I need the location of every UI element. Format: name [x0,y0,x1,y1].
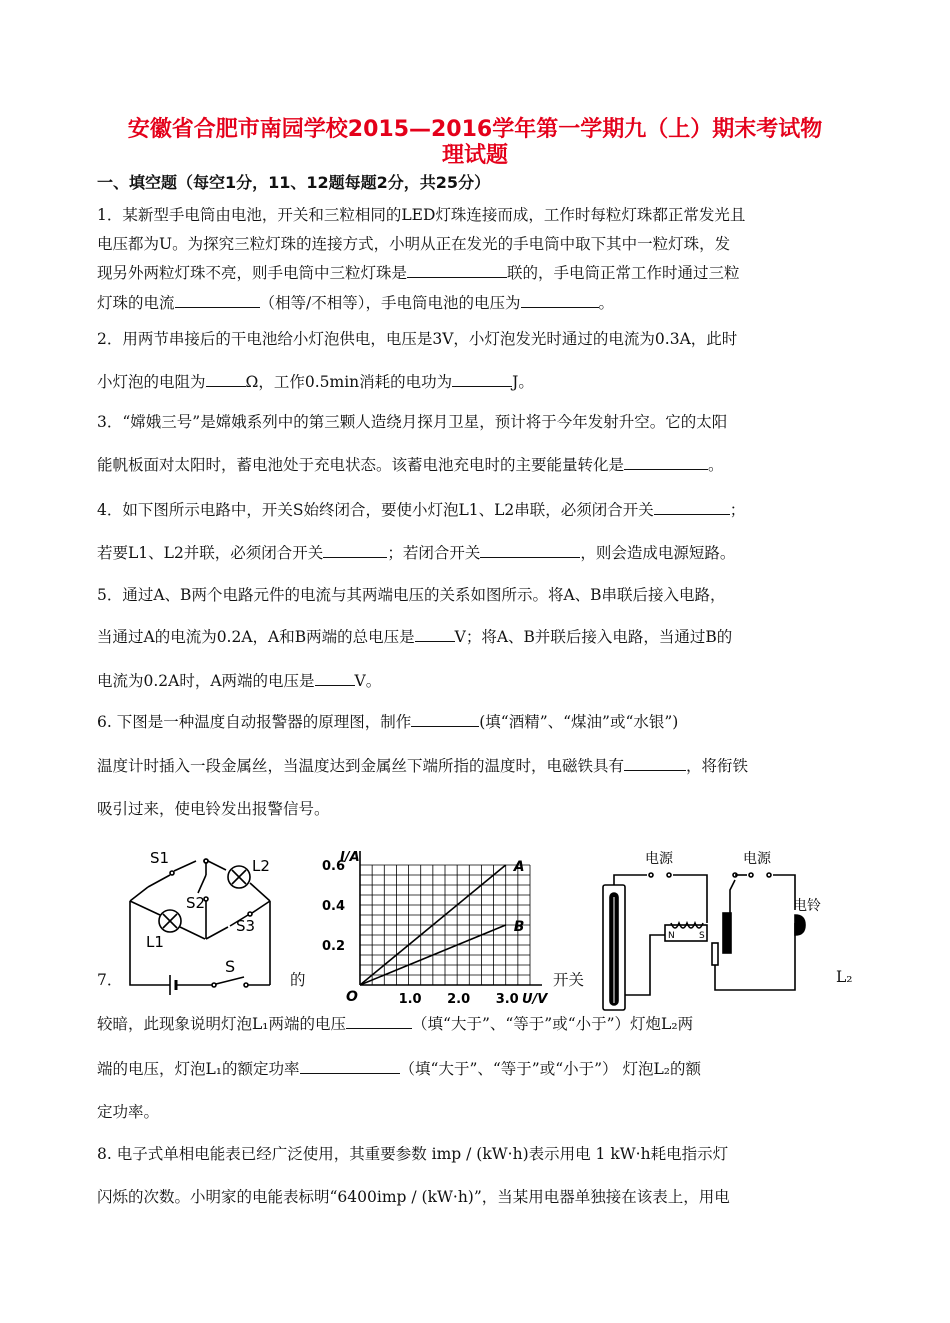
section-heading: 一、填空题（每空1分，11、12题每题2分，共25分） [97,173,491,192]
q2-text: J。 [512,373,534,391]
label-s2: S2 [186,894,206,912]
label-s: S [225,957,236,976]
q3-line2 [97,453,857,475]
answer-blank[interactable] [452,372,512,387]
q7-fragment: 开关 [553,971,585,989]
answer-blank[interactable] [624,756,686,771]
series-label-a: A [513,859,525,875]
q5-line1: 5．通过A、B两个电路元件的电流与其两端电压的关系如图所示。将A、B串联后接入电路， [97,586,726,604]
q3-text: 能帆板面对太阳时，蓄电池处于充电状态。该蓄电池充电时的主要能量转化是 [97,456,625,474]
q6-line1 [97,710,857,732]
answer-blank[interactable] [411,712,479,727]
q7-fragment: L₂ [836,968,853,986]
answer-blank[interactable] [521,293,599,308]
q6-line3: 吸引过来，使电铃发出报警信号。 [97,800,330,818]
q6-text: 温度计时插入一段金属丝，当温度达到金属丝下端所指的温度时，电磁铁具有 [97,757,625,775]
label-n-pole: N [668,931,675,941]
y-tick-label: 0.2 [322,939,346,954]
q4-text: 4．如下图所示电路中，开关S始终闭合，要使小灯泡L1、L2串联，必须闭合开关 [97,501,654,519]
q7-text: （填“大于”、“等于”或“小于”）灯炮L₂两 [412,1015,694,1033]
answer-blank[interactable] [323,543,387,558]
q6-text: (填“酒精”、“煤油”或“水银”) [479,713,679,731]
q5-text: V；将A、B并联后接入电路，当通过B的 [454,628,733,646]
answer-blank[interactable] [206,372,246,387]
answer-blank[interactable] [624,455,708,470]
q5-line2 [97,625,857,647]
q1-line4 [97,291,857,313]
x-tick-label: 1.0 [398,992,422,1007]
title-line-1: 安徽省合肥市南园学校2015—2016学年第一学期九（上）期末考试物 [127,117,823,142]
answer-blank[interactable] [480,543,580,558]
label-power-1: 电源 [645,851,673,867]
q7-text: （填“大于”、“等于”或“小于”） 灯泡L₂的额 [399,1060,701,1078]
q2-text: Ω，工作0.5min消耗的电功为 [245,373,453,391]
y-tick-label: 0.4 [322,899,346,914]
y-axis-label: I/A [340,850,360,865]
q7-line2 [97,1012,857,1034]
q7-fragment: 的 [290,971,306,989]
q8-line1: 8. 电子式单相电能表已经广泛使用，其重要参数 imp / (kW·h)表示用电 1 kW·h耗电指示灯 [97,1145,729,1163]
label-l1: L1 [146,933,164,951]
q4-text: ； [729,501,746,519]
q5-text: 当通过A的电流为0.2A，A和B两端的总电压是 [97,628,415,646]
q1-text: 联的，手电筒正常工作时通过三粒 [507,264,740,282]
q1-line3 [97,261,857,283]
label-power-2: 电源 [743,851,771,867]
label-l2: L2 [252,857,270,875]
x-tick-label: 2.0 [447,992,471,1007]
q4-line2 [97,541,857,563]
x-axis-label: U/V [522,992,548,1007]
q1-text: 灯珠的电流 [97,294,175,312]
answer-blank[interactable] [175,293,260,308]
title-line-2: 理试题 [441,143,508,168]
q4-text: ；若闭合开关 [387,544,481,562]
label-bell: 电铃 [793,898,821,914]
answer-blank[interactable] [654,500,730,515]
q1-text: 。 [598,294,615,312]
q7-text: 较暗，此现象说明灯泡L₁两端的电压 [97,1015,347,1033]
q2-line1: 2．用两节串接后的干电池给小灯泡供电，电压是3V，小灯泡发光时通过的电流为0.3A，此时 [97,330,738,348]
q1-text: 现另外两粒灯珠不亮，则手电筒中三粒灯珠是 [97,264,408,282]
q6-text: 6. 下图是一种温度自动报警器的原理图，制作 [97,713,412,731]
q8-line2: 闪烁的次数。小明家的电能表标明“6400imp / (kW·h)”，当某用电器单独接在该表上，用电 [97,1188,730,1206]
y-tick-label: 0.6 [322,859,346,874]
alarm-diagram [585,835,855,1015]
q5-text: V。 [354,672,382,690]
answer-blank[interactable] [315,671,355,686]
q7-number: 7． [97,971,123,989]
q2-text: 小灯泡的电阻为 [97,373,206,391]
series-label-b: B [513,919,525,935]
q7-line4: 定功率。 [97,1103,160,1121]
q6-line2 [97,754,857,776]
q1-text: （相等/不相等），手电筒电池的电压为 [259,294,521,312]
origin-label: O [346,989,358,1005]
q3-line1: 3．“嫦娥三号”是嫦娥系列中的第三颗人造绕月探月卫星，预计将于今年发射升空。它的太阳 [97,413,728,431]
figures-row [0,835,950,1015]
answer-blank[interactable] [300,1059,400,1074]
answer-blank[interactable] [415,627,455,642]
q2-line2 [97,370,857,392]
q6-text: ，将衔铁 [686,757,749,775]
q3-text: 。 [708,456,724,474]
label-s1: S1 [150,849,170,867]
x-tick-label: 3.0 [495,992,519,1007]
q7-line3 [97,1057,857,1079]
answer-blank[interactable] [346,1014,412,1029]
q5-line3 [97,669,857,691]
answer-blank[interactable] [407,263,507,278]
iu-chart [320,835,550,1015]
q1-line1: 1．某新型手电筒由电池，开关和三粒相同的LED灯珠连接而成，工作时每粒灯珠都正常发光且 [97,206,746,224]
q5-text: 电流为0.2A时，A两端的电压是 [97,672,315,690]
q4-line1 [97,498,857,520]
q7-text: 端的电压，灯泡L₁的额定功率 [97,1060,300,1078]
q1-line2: 电压都为U。为探究三粒灯珠的连接方式，小明从正在发光的手电筒中取下其中一粒灯珠，发 [97,235,731,253]
q4-text: ，则会造成电源短路。 [580,544,736,562]
q4-text: 若要L1、L2并联，必须闭合开关 [97,544,324,562]
label-s3: S3 [236,917,256,935]
label-s-pole: S [699,931,705,941]
circuit-diagram [0,835,290,1015]
